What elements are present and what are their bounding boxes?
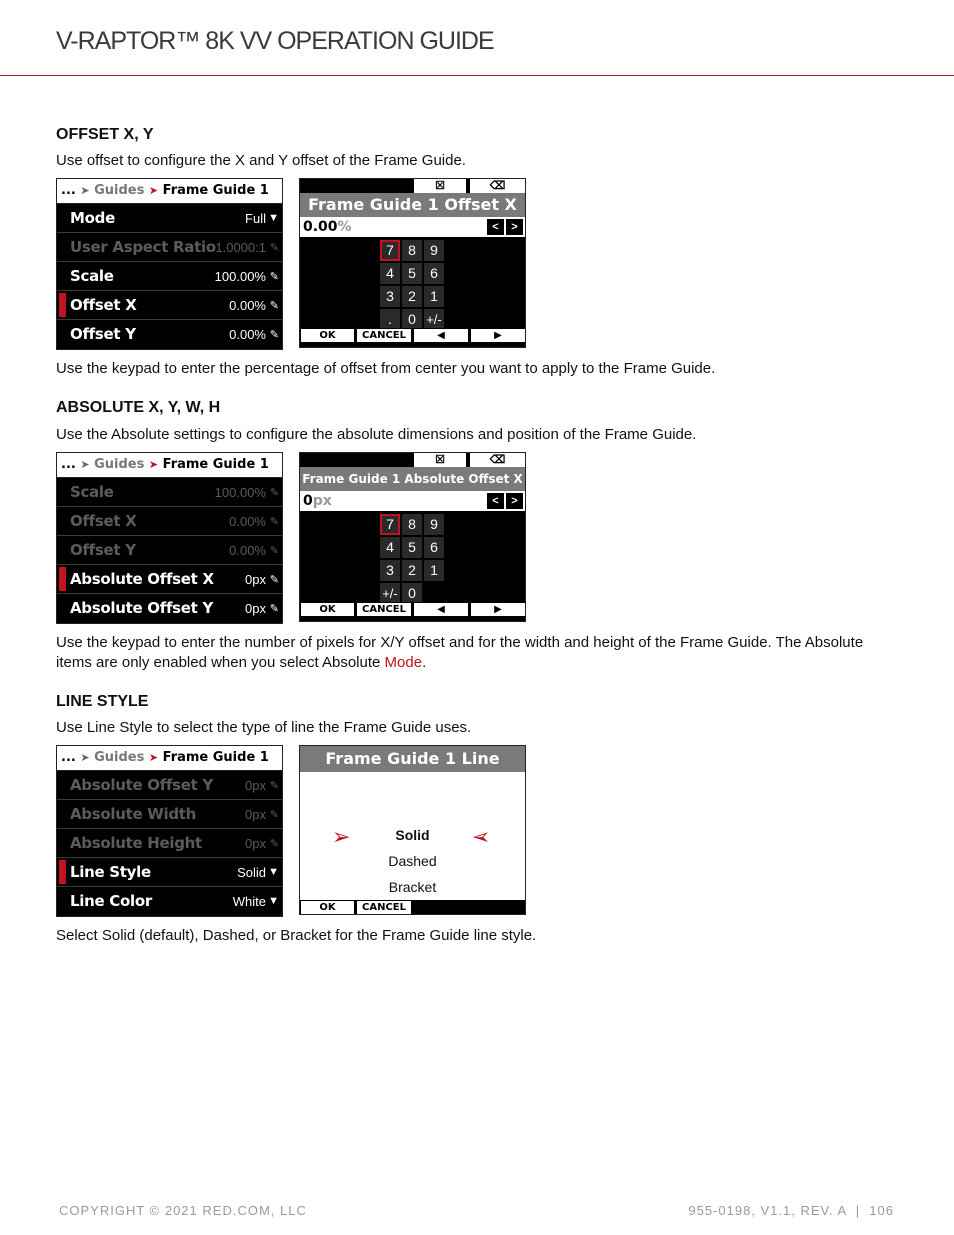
mode-link[interactable]: Mode (384, 654, 423, 671)
option-solid[interactable]: Solid (395, 827, 430, 843)
key-3[interactable]: 3 (380, 286, 400, 307)
selection-marker (59, 567, 66, 591)
keypad-value-field[interactable]: 0.00% < > (300, 217, 525, 237)
edit-icon: ✎ (269, 487, 279, 499)
key-6[interactable]: 6 (424, 537, 444, 558)
key-0[interactable]: 0 (402, 309, 422, 330)
offset-heading: OFFSET X, Y (56, 126, 154, 143)
arrow-right-icon[interactable]: ▶ (471, 603, 525, 616)
key-7[interactable]: 7 (380, 240, 400, 261)
keypad-value-field[interactable]: 0px < > (300, 491, 525, 511)
edit-icon: ✎ (269, 516, 279, 528)
keypad-title: Frame Guide 1 Absolute Offset X (300, 467, 525, 491)
key-9[interactable]: 9 (424, 240, 444, 261)
edit-icon: ✎ (269, 603, 279, 615)
selector-left-arrow-icon: ➢ (472, 824, 491, 849)
menu-item-offset-y[interactable]: Offset Y 0.00% ✎ (70, 325, 279, 343)
breadcrumb: ... ➤ Guides ➤ Frame Guide 1 (57, 746, 282, 771)
edit-icon: ✎ (269, 242, 279, 254)
menu-item-offset-x: Offset X 0.00% ✎ (57, 507, 282, 536)
absolute-outro: Use the keypad to enter the number of pixels for X/Y offset and for the width and height of the Frame Guide. The Absolute items are only enabled when you select Absolute Mode. (56, 634, 864, 671)
chevron-right-icon: ➤ (148, 184, 159, 197)
edit-icon: ✎ (269, 271, 279, 283)
menu-item-offset-y: Offset Y 0.00% ✎ (57, 536, 282, 565)
chevron-right-icon: ➤ (148, 458, 159, 471)
key-1[interactable]: 1 (424, 286, 444, 307)
cursor-right-button[interactable]: > (506, 493, 523, 509)
edit-icon: ✎ (269, 574, 279, 586)
menu-item-scale: Scale 100.00% ✎ (57, 478, 282, 507)
absolute-keypad-panel (299, 452, 526, 622)
arrow-left-icon[interactable]: ◀ (414, 603, 468, 616)
offset-keypad-panel (299, 178, 526, 348)
edit-icon: ✎ (269, 300, 279, 312)
cancel-button[interactable]: CANCEL (357, 603, 411, 616)
menu-item-user-aspect-ratio: User Aspect Ratio 1.0000:1 ✎ (57, 233, 282, 262)
key-1[interactable]: 1 (424, 560, 444, 581)
absolute-menu-panel (56, 452, 283, 624)
breadcrumb: ... ➤ Guides ➤ Frame Guide 1 (57, 453, 282, 478)
menu-item-scale[interactable]: Scale 100.00% ✎ (57, 262, 282, 291)
key-9[interactable]: 9 (424, 514, 444, 535)
dropdown-icon: ▼ (268, 212, 279, 224)
ok-button[interactable]: OK (301, 901, 354, 914)
linestyle-heading: LINE STYLE (56, 693, 149, 710)
cancel-button[interactable]: CANCEL (357, 329, 411, 342)
key-0[interactable]: 0 (402, 583, 422, 604)
chevron-right-icon: ➤ (80, 184, 90, 197)
dropdown-icon: ▼ (268, 895, 279, 907)
key-plus-minus[interactable]: +/- (424, 309, 444, 330)
backspace-icon[interactable]: ⌫ (470, 179, 525, 193)
chevron-right-icon: ➤ (80, 458, 90, 471)
key-8[interactable]: 8 (402, 514, 422, 535)
key-8[interactable]: 8 (402, 240, 422, 261)
keypad-grid (300, 511, 525, 602)
menu-item-mode[interactable]: Mode Full ▼ (57, 204, 282, 233)
key-decimal[interactable]: . (380, 309, 400, 330)
footer-copyright: COPYRIGHT © 2021 RED.COM, LLC (59, 1203, 307, 1218)
offset-intro: Use offset to configure the X and Y offset of the Frame Guide. (56, 152, 466, 169)
edit-icon: ✎ (269, 780, 279, 792)
edit-icon: ✎ (269, 838, 279, 850)
clear-icon[interactable]: ☒ (414, 179, 466, 193)
offset-menu-panel (56, 178, 283, 350)
selection-marker (59, 293, 66, 317)
backspace-icon[interactable]: ⌫ (470, 453, 525, 467)
key-3[interactable]: 3 (380, 560, 400, 581)
menu-item-absolute-offset-y[interactable]: Absolute Offset Y 0px ✎ (70, 599, 279, 617)
key-7[interactable]: 7 (380, 514, 400, 535)
menu-item-absolute-width: Absolute Width 0px ✎ (57, 800, 282, 829)
selection-marker (59, 860, 66, 884)
keypad-grid (300, 237, 525, 328)
linestyle-picker-panel (299, 745, 526, 915)
breadcrumb: ... ➤ Guides ➤ Frame Guide 1 (57, 179, 282, 204)
ok-button[interactable]: OK (301, 603, 354, 616)
page-header-title: V-RAPTOR™ 8K VV OPERATION GUIDE (56, 27, 494, 55)
key-5[interactable]: 5 (402, 537, 422, 558)
ok-button[interactable]: OK (301, 329, 354, 342)
absolute-intro: Use the Absolute settings to configure the absolute dimensions and position of the Frame Guide. (56, 426, 697, 443)
key-5[interactable]: 5 (402, 263, 422, 284)
key-4[interactable]: 4 (380, 537, 400, 558)
linestyle-intro: Use Line Style to select the type of line the Frame Guide uses. (56, 719, 472, 736)
option-dashed[interactable]: Dashed (388, 853, 437, 869)
cursor-right-button[interactable]: > (506, 219, 523, 235)
linestyle-outro: Select Solid (default), Dashed, or Bracket for the Frame Guide line style. (56, 927, 537, 944)
arrow-right-icon[interactable]: ▶ (471, 329, 525, 342)
absolute-heading: ABSOLUTE X, Y, W, H (56, 399, 221, 416)
chevron-right-icon: ➤ (80, 751, 90, 764)
header-rule (0, 75, 954, 76)
clear-icon[interactable]: ☒ (414, 453, 466, 467)
offset-outro: Use the keypad to enter the percentage of offset from center you want to apply to the Frame Guide. (56, 360, 716, 377)
key-2[interactable]: 2 (402, 560, 422, 581)
key-6[interactable]: 6 (424, 263, 444, 284)
edit-icon: ✎ (269, 329, 279, 341)
footer-doc-page: 955-0198, V1.1, REV. A | 106 (688, 1203, 894, 1218)
menu-item-absolute-height: Absolute Height 0px ✎ (57, 829, 282, 858)
edit-icon: ✎ (269, 809, 279, 821)
cursor-left-button[interactable]: < (487, 219, 504, 235)
keypad-title: Frame Guide 1 Offset X (300, 193, 525, 217)
option-bracket[interactable]: Bracket (388, 879, 437, 895)
key-4[interactable]: 4 (380, 263, 400, 284)
key-plus-minus[interactable]: +/- (380, 583, 400, 604)
cancel-button[interactable]: CANCEL (357, 901, 411, 914)
arrow-left-icon[interactable]: ◀ (414, 329, 468, 342)
menu-item-offset-x[interactable]: Offset X 0.00% ✎ (57, 291, 282, 320)
linestyle-menu-panel (56, 745, 283, 917)
menu-item-absolute-offset-x[interactable]: Absolute Offset X 0px ✎ (57, 565, 282, 594)
menu-item-line-color[interactable]: Line Color White ▼ (70, 892, 279, 910)
selector-right-arrow-icon: ➢ (332, 824, 351, 849)
chevron-right-icon: ➤ (148, 751, 159, 764)
cursor-left-button[interactable]: < (487, 493, 504, 509)
key-2[interactable]: 2 (402, 286, 422, 307)
edit-icon: ✎ (269, 545, 279, 557)
dropdown-icon: ▼ (268, 866, 279, 878)
menu-item-absolute-offset-y: Absolute Offset Y 0px ✎ (57, 771, 282, 800)
menu-item-line-style[interactable]: Line Style Solid ▼ (57, 858, 282, 887)
picker-title: Frame Guide 1 Line Style (300, 746, 525, 772)
